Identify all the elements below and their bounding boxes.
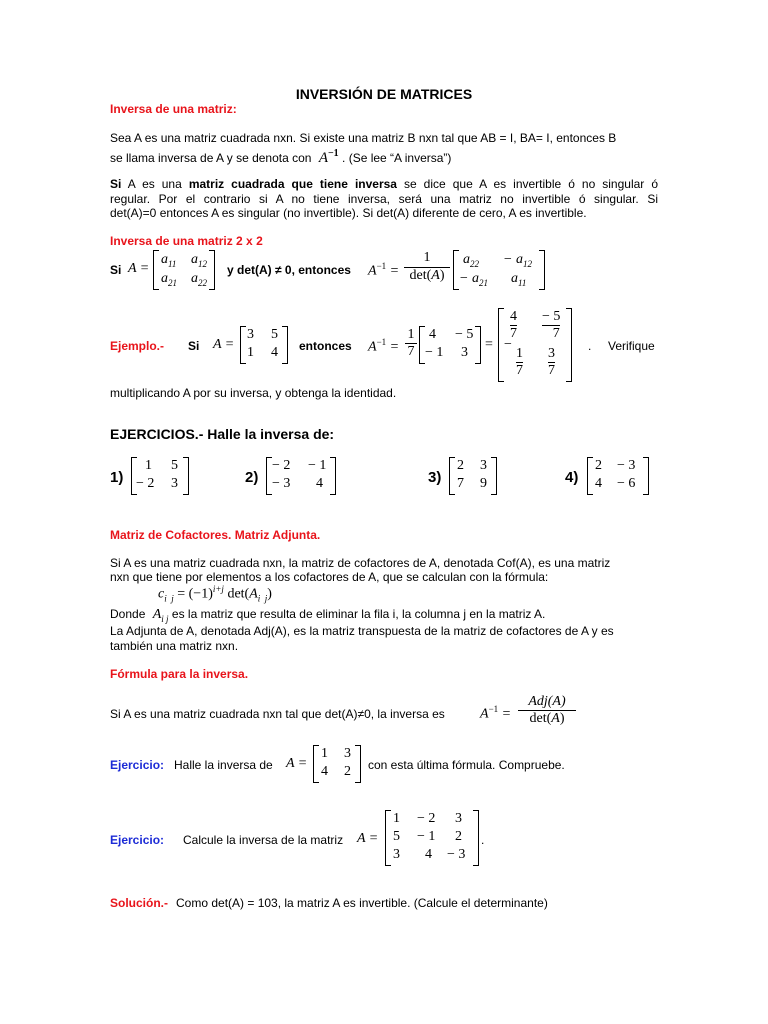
matrix-cell: − 3: [272, 476, 291, 491]
matrix-cell: 3: [480, 458, 487, 473]
si-bold: Si: [110, 177, 122, 191]
verifique-text: Verifique: [608, 339, 655, 353]
definition-line-2-text: se llama inversa de A y se denota con: [110, 151, 312, 165]
formula-adj-over-det: Adj(A) det(A): [518, 694, 576, 727]
definition-line-2-suffix: . (Se lee “A inversa”): [342, 151, 452, 165]
a-ij-symbol: $A_{i j}$: [152, 607, 169, 624]
formula-a-inverse-equals: $A^{-1}$ =: [368, 261, 400, 279]
matrix-cell: − 1: [417, 829, 436, 844]
ejercicio-2-text: Calcule la inversa de la matriz: [183, 833, 344, 847]
donde-text: Donde: [110, 607, 146, 621]
formula-a-equals: A =: [128, 261, 150, 276]
exercise-2-matrix: [266, 457, 336, 495]
ejercicios-heading: EJERCICIOS.- Halle la inversa de:: [110, 426, 335, 442]
matrix-cell: − 3: [617, 458, 636, 473]
exercise-1-label: 1): [110, 469, 124, 486]
matrix-cell: − 2: [417, 811, 436, 826]
matrix-cell: 1: [321, 746, 328, 761]
det-condition-text: y det(A) ≠ 0, entonces: [227, 263, 351, 277]
ejercicio-2-a-equals: A =: [357, 831, 379, 846]
cofactor-formula: $c_{i j} = (-1)^{i+j}$ $\det(A_{i j})$: [158, 584, 272, 604]
matrix-cell: 3: [171, 476, 178, 491]
ejemplo-si: Si: [188, 339, 200, 353]
invertible-line-2: regular. Por el contrario si A no tiene inversa, será una matriz no invertible ó singular. Si: [110, 192, 658, 206]
matrix-cell: − 2: [272, 458, 291, 473]
donde-line: [110, 607, 545, 624]
section-heading-2x2: Inversa de una matriz 2 x 2: [110, 234, 263, 248]
ejercicio-2-label: Ejercicio:: [110, 833, 165, 847]
matrix-cell: 5: [171, 458, 178, 473]
one-over-det: 1 det(A): [404, 250, 450, 284]
page-title: INVERSIÓN DE MATRICES: [295, 86, 473, 102]
ejemplo-label: Ejemplo.-: [110, 339, 165, 353]
matrix-cell: 1: [145, 458, 152, 473]
si-label: Si: [110, 263, 122, 277]
section-heading-formula: Fórmula para la inversa.: [110, 667, 249, 681]
matrix-cell: 5: [393, 829, 400, 844]
ejercicio-1-text: Halle la inversa de: [174, 758, 273, 772]
matrix-cell: 9: [480, 476, 487, 491]
donde-desc: es la matriz que resulta de eliminar la fila i, la columna j en la matriz A.: [171, 607, 546, 621]
ejemplo-one-seventh: $\frac{1}{7}$: [405, 327, 417, 360]
exercise-3-matrix: [449, 457, 497, 495]
matrix-cell: 4: [595, 476, 602, 491]
adj-line-1: La Adjunta de A, denotada Adj(A), es la matriz transpuesta de la matriz de cofactores de A y es: [110, 624, 614, 638]
invertible-text-b: se dice que A es invertible ó no singular ó: [396, 177, 658, 191]
matrix-a-general: $a_{11}$ $a_{12}$ $a_{21}$ $a_{22}$: [153, 250, 215, 290]
verifique-line-2: multiplicando A por su inversa, y obtenga la identidad.: [110, 386, 397, 400]
exercise-4-matrix: [587, 457, 649, 495]
formula-text: Si A es una matriz cuadrada nxn tal que det(A)≠0, la inversa es: [110, 707, 445, 721]
ejercicio-1-post: con esta última fórmula. Compruebe.: [368, 758, 565, 772]
ejercicio-1-matrix: [313, 745, 361, 783]
invertible-line-1: [110, 177, 658, 192]
matrix-cell: − 6: [617, 476, 636, 491]
ejemplo-a-equals: A =: [213, 337, 235, 352]
exercise-1-matrix: [131, 457, 189, 495]
ejercicio-2-matrix: [385, 810, 479, 866]
adj-line-2: también una matriz nxn.: [110, 639, 239, 653]
exercise-4-label: 4): [565, 469, 579, 486]
matrix-cell: − 1: [308, 458, 327, 473]
ejercicio-1-label: Ejercicio:: [110, 758, 165, 772]
matrix-cell: 3: [455, 811, 462, 826]
invertible-line-3: det(A)=0 entonces A es singular (no invertible). Si det(A) diferente de cero, A es invertible.: [110, 206, 587, 220]
definition-line-1: Sea A es una matriz cuadrada nxn. Si existe una matriz B nxn tal que AB = I, BA= I, entonces B: [110, 131, 617, 145]
exercise-3-label: 3): [428, 469, 442, 486]
a-inverse-notation: $A^{-1}$: [318, 148, 339, 166]
matrix-cell: 4: [425, 847, 432, 862]
matrix-cell: − 2: [136, 476, 155, 491]
matrix-cell: 2: [595, 458, 602, 473]
ejemplo-equals: =: [485, 337, 493, 352]
section-heading-inversa: Inversa de una matriz:: [110, 102, 237, 116]
invertible-bold: matriz cuadrada que tiene inversa: [188, 177, 397, 191]
matrix-cell: 7: [457, 476, 464, 491]
ejemplo-entonces: entonces: [299, 339, 352, 353]
definition-line-2: [110, 146, 451, 166]
matrix-cell: 3: [393, 847, 400, 862]
ejercicio-1-a-equals: A =: [286, 756, 308, 771]
ejemplo-matrix-a: 3 5 1 4: [240, 326, 288, 364]
matrix-adjugate-2x2: $a_{22}$ − $a_{12}$ − $a_{21}$ $a_{11}$: [453, 250, 545, 290]
formula-inverse-lhs: $A^{-1}$ =: [480, 704, 512, 722]
solucion-label: Solución.-: [110, 896, 168, 910]
matrix-cell: 2: [457, 458, 464, 473]
matrix-cell: 2: [455, 829, 462, 844]
matrix-cell: 2: [344, 764, 351, 779]
ejercicio-2-dot: .: [481, 833, 485, 847]
cof-line-2: nxn que tiene por elementos a los cofactores de A, que se calculan con la fórmula:: [110, 570, 549, 584]
solucion-text: Como det(A) = 103, la matriz A es invertible. (Calcule el determinante): [176, 896, 548, 910]
matrix-cell: 3: [344, 746, 351, 761]
matrix-cell: − 3: [447, 847, 466, 862]
matrix-cell: 4: [321, 764, 328, 779]
ejemplo-dot: .: [588, 339, 592, 353]
ejemplo-adjugate: 4 − 5 − 1 3: [419, 326, 481, 364]
ejemplo-a-inverse-equals: $A^{-1}$ =: [368, 337, 400, 355]
ejemplo-result-matrix: 4 7 − 5 7 − 1 7 3 7: [498, 308, 572, 382]
invertible-text-a: A es una: [121, 177, 189, 191]
section-heading-cofactores: Matriz de Cofactores. Matriz Adjunta.: [110, 528, 321, 542]
cof-line-1: Si A es una matriz cuadrada nxn, la matriz de cofactores de A, denotada Cof(A), es una matriz: [110, 556, 611, 570]
matrix-cell: 1: [393, 811, 400, 826]
exercise-2-label: 2): [245, 469, 259, 486]
matrix-cell: 4: [316, 476, 323, 491]
